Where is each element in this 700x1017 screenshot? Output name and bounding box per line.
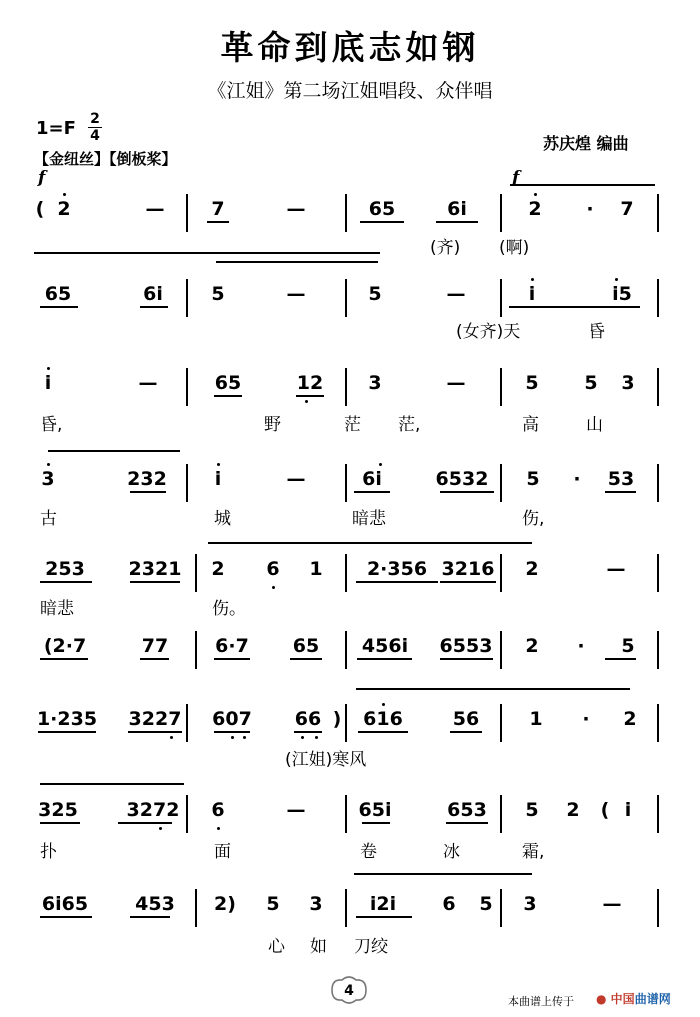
lyric-text: 冰 bbox=[443, 842, 460, 862]
note-group: 2 bbox=[525, 635, 539, 657]
lyric-text: 茫 bbox=[344, 415, 361, 435]
note-group: — bbox=[286, 799, 306, 821]
note-group: — bbox=[602, 893, 622, 915]
lyric-text: 暗悲 bbox=[40, 599, 74, 619]
note-group: 3216 bbox=[441, 558, 495, 580]
beam-line bbox=[38, 731, 96, 733]
time-bottom: 4 bbox=[90, 128, 100, 144]
note-group: 5 bbox=[526, 468, 540, 490]
beam-line bbox=[214, 658, 250, 660]
barline bbox=[500, 889, 502, 927]
barline bbox=[186, 368, 188, 406]
time-signature bbox=[88, 112, 102, 143]
beam-line bbox=[40, 306, 78, 308]
octave-dot-upper bbox=[379, 463, 382, 466]
note-group: 653 bbox=[447, 799, 487, 821]
note-group: · bbox=[577, 635, 585, 657]
note-group: — bbox=[286, 283, 306, 305]
note-group: 65 bbox=[368, 198, 396, 220]
barline bbox=[195, 631, 197, 669]
note-group: · bbox=[582, 708, 590, 730]
beam-line bbox=[128, 731, 182, 733]
octave-dot-lower bbox=[315, 736, 318, 739]
upload-text: 本曲谱上传于 bbox=[508, 995, 574, 1008]
barline bbox=[657, 554, 659, 592]
beam-line bbox=[356, 581, 438, 583]
note-group: 3 bbox=[41, 468, 55, 490]
barline bbox=[186, 795, 188, 833]
note-group: 616 bbox=[363, 708, 403, 730]
lyric-text: 古 bbox=[40, 509, 57, 529]
note-group: 6i bbox=[362, 468, 382, 490]
note-group: 5 bbox=[584, 372, 598, 394]
beam-line bbox=[509, 306, 640, 308]
barline bbox=[500, 631, 502, 669]
note-group: i2i bbox=[369, 893, 397, 915]
note-group: 3 bbox=[368, 372, 382, 394]
note-group: 6 bbox=[266, 558, 280, 580]
time-top: 2 bbox=[90, 111, 100, 127]
note-group: 2 bbox=[57, 198, 71, 220]
lyric-text: 心 bbox=[268, 937, 285, 957]
beam-line bbox=[354, 491, 390, 493]
octave-dot-lower bbox=[301, 736, 304, 739]
note-group: 7 bbox=[620, 198, 634, 220]
note-group: 2321 bbox=[128, 558, 182, 580]
note-group: i5 bbox=[612, 283, 632, 305]
note-group: 2·356 bbox=[366, 558, 428, 580]
dynamic-forte-mark: f bbox=[512, 168, 520, 188]
barline bbox=[186, 279, 188, 317]
octave-dot-upper bbox=[382, 703, 385, 706]
note-group: 65 bbox=[214, 372, 242, 394]
note-group: 3272 bbox=[126, 799, 180, 821]
octave-dot-upper bbox=[47, 367, 50, 370]
lyric-text: 伤。 bbox=[212, 599, 246, 619]
barline bbox=[500, 795, 502, 833]
barline bbox=[186, 464, 188, 502]
slur-line bbox=[354, 873, 532, 875]
beam-line bbox=[296, 395, 324, 397]
note-group: · bbox=[586, 198, 594, 220]
note-group: 12 bbox=[296, 372, 324, 394]
note-group: ) bbox=[332, 708, 342, 730]
barline bbox=[345, 704, 347, 742]
octave-dot-upper bbox=[531, 278, 534, 281]
beam-line bbox=[290, 658, 322, 660]
octave-dot-upper bbox=[615, 278, 618, 281]
octave-dot-lower bbox=[272, 586, 275, 589]
note-group: 66 bbox=[294, 708, 322, 730]
note-group: 3 bbox=[523, 893, 537, 915]
barline bbox=[345, 889, 347, 927]
beam-line bbox=[605, 658, 636, 660]
barline bbox=[500, 464, 502, 502]
note-group: — bbox=[446, 283, 466, 305]
note-group: 6 bbox=[211, 799, 225, 821]
beam-line bbox=[436, 221, 478, 223]
beam-line bbox=[140, 658, 169, 660]
note-group: 607 bbox=[212, 708, 252, 730]
note-group: 5 bbox=[525, 799, 539, 821]
note-group: 6553 bbox=[439, 635, 493, 657]
note-group: 6i bbox=[143, 283, 163, 305]
lyric-text: 城 bbox=[214, 509, 231, 529]
barline bbox=[345, 368, 347, 406]
note-group: 456i bbox=[361, 635, 409, 657]
beam-line bbox=[40, 916, 92, 918]
note-group: · bbox=[573, 468, 581, 490]
beam-line bbox=[130, 916, 170, 918]
slur-line bbox=[356, 688, 630, 690]
barline bbox=[500, 554, 502, 592]
beam-line bbox=[214, 395, 242, 397]
lyric-text: 昏, bbox=[40, 415, 63, 435]
note-group: 5 bbox=[621, 635, 635, 657]
note-group: 2 bbox=[566, 799, 580, 821]
beam-line bbox=[214, 731, 250, 733]
note-group: 7 bbox=[211, 198, 225, 220]
beam-line bbox=[118, 822, 172, 824]
lyric-text: 卷 bbox=[360, 842, 377, 862]
barline bbox=[195, 554, 197, 592]
lyric-text: (啊) bbox=[499, 238, 530, 258]
barline bbox=[500, 194, 502, 232]
note-group: 6 bbox=[442, 893, 456, 915]
lyric-text: (齐) bbox=[430, 238, 461, 258]
beam-line bbox=[130, 581, 180, 583]
note-group: 453 bbox=[135, 893, 175, 915]
note-group: 232 bbox=[127, 468, 167, 490]
note-group: — bbox=[446, 372, 466, 394]
beam-line bbox=[440, 491, 494, 493]
note-group: — bbox=[286, 198, 306, 220]
lyric-text: 霜, bbox=[522, 842, 545, 862]
note-group: 5 bbox=[211, 283, 225, 305]
note-group: i bbox=[214, 468, 222, 490]
note-group: 325 bbox=[38, 799, 78, 821]
composer: 苏庆煌 编曲 bbox=[543, 134, 629, 153]
beam-line bbox=[40, 658, 88, 660]
note-group: — bbox=[286, 468, 306, 490]
note-group: 253 bbox=[45, 558, 85, 580]
tempo-marking: 【金纽丝】【倒板桨】 bbox=[34, 150, 177, 168]
dynamic-forte-mark: f bbox=[38, 168, 46, 188]
lyric-text: 暗悲 bbox=[352, 509, 386, 529]
note-group: 2 bbox=[525, 558, 539, 580]
note-group: 65 bbox=[44, 283, 72, 305]
note-group: 3 bbox=[309, 893, 323, 915]
note-group: 6·7 bbox=[215, 635, 249, 657]
note-group: i bbox=[624, 799, 632, 821]
octave-dot-upper bbox=[63, 193, 66, 196]
lyric-text: 面 bbox=[214, 842, 231, 862]
barline bbox=[657, 368, 659, 406]
octave-dot-lower bbox=[217, 827, 220, 830]
lyric-text: 昏 bbox=[588, 322, 605, 342]
lyric-text: 高 bbox=[522, 415, 539, 435]
site-logo[interactable]: ● 中国曲谱网 bbox=[596, 992, 671, 1006]
barline bbox=[345, 795, 347, 833]
beam-line bbox=[358, 731, 408, 733]
slur-line bbox=[510, 184, 655, 186]
barline bbox=[657, 795, 659, 833]
system-separator bbox=[34, 252, 380, 254]
barline bbox=[657, 631, 659, 669]
octave-dot-upper bbox=[47, 463, 50, 466]
beam-line bbox=[360, 221, 404, 223]
lyric-text: 扑 bbox=[40, 842, 57, 862]
page-number: 4 bbox=[344, 983, 354, 999]
note-group: 1 bbox=[309, 558, 323, 580]
slur-line bbox=[48, 450, 180, 452]
barline bbox=[345, 554, 347, 592]
note-group: ( bbox=[35, 198, 45, 220]
beam-line bbox=[446, 822, 488, 824]
octave-dot-lower bbox=[231, 736, 234, 739]
note-group: i bbox=[528, 283, 536, 305]
note-group: 3227 bbox=[128, 708, 182, 730]
lyric-text: 刀绞 bbox=[354, 937, 388, 957]
note-group: 1·235 bbox=[36, 708, 98, 730]
beam-line bbox=[207, 221, 229, 223]
lyric-text: (江姐)寒风 bbox=[285, 750, 367, 770]
note-group: ( bbox=[600, 799, 610, 821]
logo-text-a: 中国 bbox=[610, 992, 635, 1006]
barline bbox=[345, 194, 347, 232]
slur-line bbox=[216, 261, 378, 263]
beam-line bbox=[40, 822, 80, 824]
slur-line bbox=[208, 542, 532, 544]
note-group: 6i bbox=[447, 198, 467, 220]
barline bbox=[657, 279, 659, 317]
note-group: 2 bbox=[623, 708, 637, 730]
barline bbox=[500, 279, 502, 317]
barline bbox=[500, 704, 502, 742]
note-group: 65i bbox=[358, 799, 392, 821]
barline bbox=[195, 889, 197, 927]
beam-line bbox=[440, 658, 493, 660]
note-group: — bbox=[138, 372, 158, 394]
note-group: 5 bbox=[479, 893, 493, 915]
lyric-text: 茫, bbox=[398, 415, 421, 435]
octave-dot-lower bbox=[243, 736, 246, 739]
page-subtitle: 《江姐》第二场江姐唱段、众伴唱 bbox=[207, 80, 493, 102]
beam-line bbox=[362, 822, 390, 824]
note-group: 2) bbox=[214, 893, 236, 915]
lyric-text: 野 bbox=[264, 415, 281, 435]
note-group: 6i65 bbox=[41, 893, 89, 915]
note-group: — bbox=[145, 198, 165, 220]
octave-dot-lower bbox=[305, 400, 308, 403]
note-group: 56 bbox=[452, 708, 480, 730]
lyric-text: 伤, bbox=[522, 509, 545, 529]
note-group: 2 bbox=[211, 558, 225, 580]
beam-line bbox=[40, 581, 92, 583]
lyric-text: 山 bbox=[586, 415, 603, 435]
beam-line bbox=[356, 916, 412, 918]
lyric-text: 如 bbox=[310, 937, 327, 957]
lyric-text: (女齐)天 bbox=[456, 322, 521, 342]
note-group: 5 bbox=[368, 283, 382, 305]
barline bbox=[657, 194, 659, 232]
barline bbox=[657, 464, 659, 502]
note-group: 5 bbox=[266, 893, 280, 915]
key-signature: 1=F bbox=[36, 118, 76, 139]
note-group: 77 bbox=[141, 635, 169, 657]
barline bbox=[186, 704, 188, 742]
beam-line bbox=[605, 491, 636, 493]
barline bbox=[657, 704, 659, 742]
page-title: 革命到底志如钢 bbox=[220, 28, 480, 67]
note-group: — bbox=[606, 558, 626, 580]
logo-text-b: 曲谱网 bbox=[634, 992, 671, 1006]
barline bbox=[345, 464, 347, 502]
slur-line bbox=[40, 783, 184, 785]
page-number-badge bbox=[328, 975, 370, 1005]
beam-line bbox=[357, 658, 412, 660]
octave-dot-lower bbox=[170, 736, 173, 739]
barline bbox=[345, 279, 347, 317]
note-group: 2 bbox=[528, 198, 542, 220]
beam-line bbox=[440, 581, 496, 583]
note-group: 6532 bbox=[435, 468, 489, 490]
octave-dot-lower bbox=[159, 827, 162, 830]
beam-line bbox=[140, 306, 168, 308]
beam-line bbox=[450, 731, 482, 733]
note-group: 65 bbox=[292, 635, 320, 657]
note-group: i bbox=[44, 372, 52, 394]
barline bbox=[345, 631, 347, 669]
octave-dot-upper bbox=[534, 193, 537, 196]
note-group: 1 bbox=[529, 708, 543, 730]
note-group: 3 bbox=[621, 372, 635, 394]
note-group: (2·7 bbox=[43, 635, 87, 657]
barline bbox=[500, 368, 502, 406]
beam-line bbox=[130, 491, 166, 493]
beam-line bbox=[294, 731, 322, 733]
note-group: 5 bbox=[525, 372, 539, 394]
barline bbox=[657, 889, 659, 927]
barline bbox=[186, 194, 188, 232]
note-group: 53 bbox=[607, 468, 635, 490]
octave-dot-upper bbox=[217, 463, 220, 466]
